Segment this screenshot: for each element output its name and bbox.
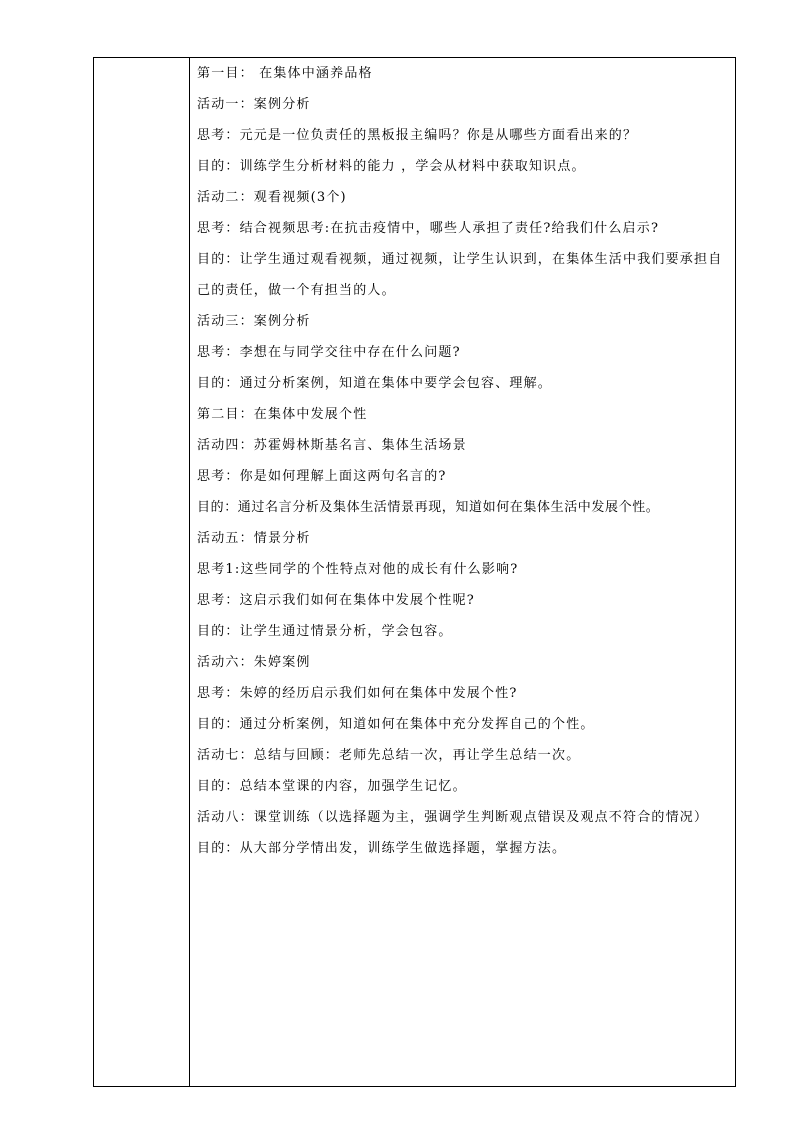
- lesson-table: [93, 57, 736, 1087]
- activity-title: 活动三：案例分析: [197, 314, 311, 329]
- activity-title: 活动二：观看视频(3个): [197, 190, 347, 205]
- section-heading-1: 第一目： 在集体中涵养品格: [197, 66, 373, 81]
- lesson-content: [190, 58, 735, 864]
- activity-purpose: 目的：总结本堂课的内容，加强学生记忆。: [197, 779, 467, 794]
- activity-purpose: 目的：通过名言分析及集体生活情景再现，知道如何在集体生活中发展个性。: [197, 500, 660, 515]
- activity-title: 活动六：朱婷案例: [197, 655, 311, 670]
- content-cell: [190, 58, 736, 1087]
- activity-purpose: 目的：训练学生分析材料的能力 ，学会从材料中获取知识点。: [197, 159, 586, 174]
- activity-purpose: 目的：让学生通过观看视频，通过视频，让学生认识到，在集体生活中我们要承担自己的责任，做一个有担当的人。: [197, 252, 723, 298]
- activity-title: 活动四：苏霍姆林斯基名言、集体生活场景: [197, 438, 467, 453]
- section-heading-2: 第二目：在集体中发展个性: [197, 407, 368, 422]
- activity-question: 思考1:这些同学的个性特点对他的成长有什么影响?: [197, 562, 519, 577]
- activity-question: 思考：朱婷的经历启示我们如何在集体中发展个性?: [197, 686, 518, 701]
- activity-question: 思考：这启示我们如何在集体中发展个性呢?: [197, 593, 475, 608]
- activity-purpose: 目的：从大部分学情出发，训练学生做选择题，掌握方法。: [197, 841, 567, 856]
- table-row: [94, 58, 736, 1087]
- activity-question: 思考：元元是一位负责任的黑板报主编吗？你是从哪些方面看出来的？: [197, 128, 638, 143]
- activity-question: 思考：你是如何理解上面这两句名言的?: [197, 469, 447, 484]
- activity-title: 活动七：总结与回顾：老师先总结一次，再让学生总结一次。: [197, 748, 581, 763]
- activity-title: 活动五：情景分析: [197, 531, 311, 546]
- left-cell: [94, 58, 190, 1087]
- activity-title: 活动一：案例分析: [197, 97, 311, 112]
- activity-question: 思考：结合视频思考:在抗击疫情中，哪些人承担了责任?给我们什么启示?: [197, 221, 660, 236]
- activity-purpose: 目的：让学生通过情景分析，学会包容。: [197, 624, 453, 639]
- activity-title: 活动八：课堂训练（以选择题为主，强调学生判断观点错误及观点不符合的情况）: [197, 810, 709, 825]
- activity-question: 思考：李想在与同学交往中存在什么问题?: [197, 345, 461, 360]
- activity-purpose: 目的：通过分析案例，知道如何在集体中充分发挥自己的个性。: [197, 717, 595, 732]
- activity-purpose: 目的：通过分析案例，知道在集体中要学会包容、理解。: [197, 376, 553, 391]
